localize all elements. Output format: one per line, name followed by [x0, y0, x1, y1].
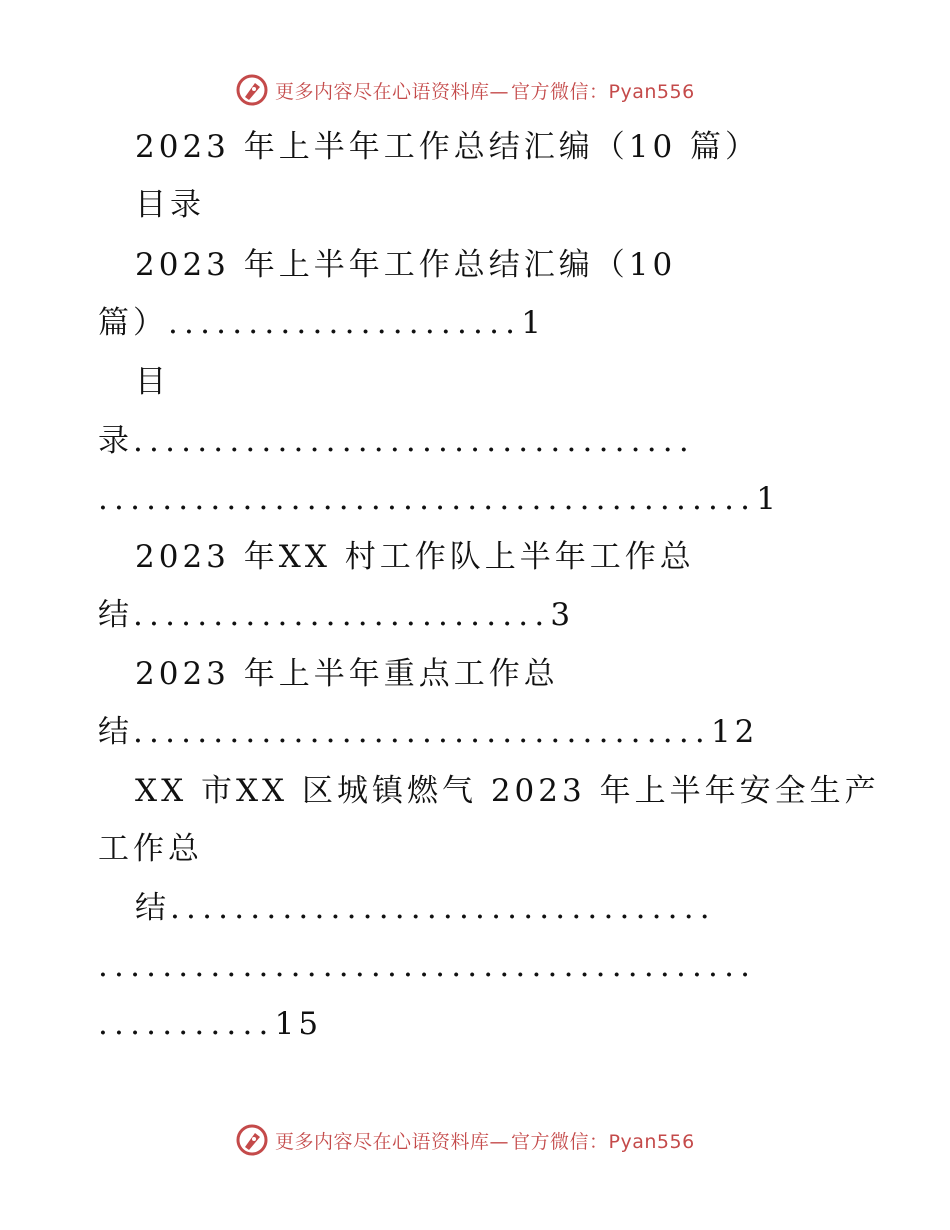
toc-entry-5-leader-a: 结.................................. [135, 890, 716, 926]
toc-entry-2-page: 1 [756, 481, 780, 517]
toc-entry-3-page: 3 [550, 597, 575, 633]
toc-entry-5-leader-c: ...........15 [98, 1006, 323, 1042]
toc-entry-3-title: 2023 年XX 村工作队上半年工作总 [135, 539, 695, 575]
toc-entry-4-leader: 结....................................12 [98, 714, 759, 750]
toc-entry-2-title: 目 [135, 364, 170, 400]
toc-entry-4-page: 12 [710, 714, 759, 750]
document-title: 2023 年上半年工作总结汇编（10 篇） [135, 129, 761, 165]
toc-heading: 目录 [135, 187, 205, 223]
toc-entry-5-title: XX 市XX 区城镇燃气 2023 年上半年安全生产 [135, 773, 880, 809]
toc-entry-4-title: 2023 年上半年重点工作总 [135, 656, 559, 692]
pen-nib-logo-icon [235, 73, 269, 107]
watermark-text: 更多内容尽在心语资料库— 官方微信：Pyan556 [275, 80, 695, 103]
toc-entry-1-page: 1 [521, 305, 545, 341]
pen-nib-logo-icon [235, 1123, 269, 1157]
toc-entry-5-title-cont: 工作总 [98, 831, 203, 867]
toc-entry-5-page: 15 [274, 1006, 323, 1042]
toc-entry-2-leader-a: 录................................... [98, 423, 695, 459]
footer-watermark [235, 1122, 755, 1158]
toc-entry-1-leader: 篇）......................1 [98, 305, 545, 341]
toc-entry-1-title: 2023 年上半年工作总结汇编（10 [135, 247, 677, 283]
toc-entry-2-leader-b: .........................................1 [98, 481, 780, 517]
watermark-text: 更多内容尽在心语资料库— 官方微信：Pyan556 [275, 1130, 695, 1153]
toc-entry-3-leader: 结..........................3 [98, 597, 575, 633]
toc-entry-5-leader-b: ......................................... [98, 948, 757, 984]
header-watermark [235, 72, 755, 108]
